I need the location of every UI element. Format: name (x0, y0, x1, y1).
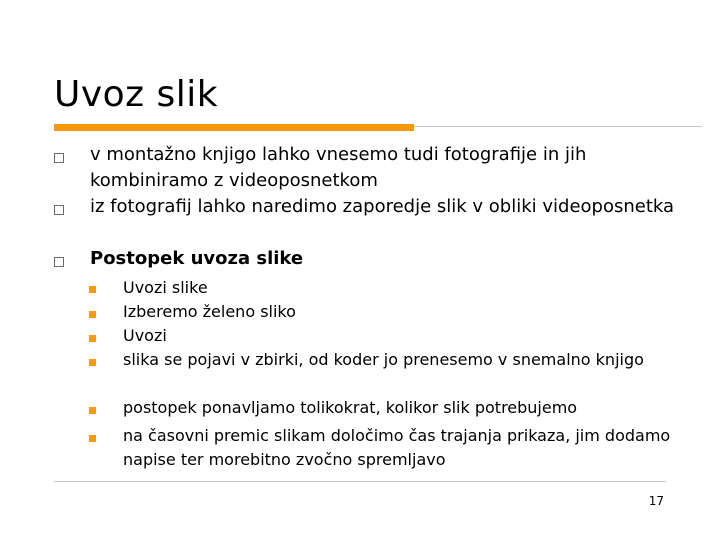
filled-square-icon (89, 311, 96, 318)
filled-square-icon (89, 286, 96, 293)
filled-square-icon (89, 435, 96, 442)
bullet-text: iz fotografij lahko naredimo zaporedje slik v obliki videoposnetka (90, 196, 675, 217)
footer-divider (54, 481, 666, 482)
hollow-square-icon (54, 205, 64, 215)
slide-title: Uvoz slik (54, 74, 219, 115)
bullet-text: v montažno knjigo lahko vnesemo tudi fotografije in jih kombiniramo z videoposnetkom (90, 144, 587, 191)
hollow-square-icon (54, 153, 64, 163)
bullet-heading: Postopek uvoza slike (90, 248, 304, 269)
filled-square-icon (89, 407, 96, 414)
sub-bullet-text: Uvozi slike (123, 278, 208, 297)
sub-bullet-text: Izberemo želeno sliko (123, 302, 296, 321)
page-number: 17 (648, 494, 664, 508)
filled-square-icon (89, 335, 96, 342)
hollow-square-icon (54, 257, 64, 267)
sub-bullet-text: na časovni premic slikam določimo čas trajanja prikaza, jim dodamo napise ter morebitno zvočno spremljavo (123, 426, 671, 469)
title-accent-bar (54, 124, 414, 131)
sub-bullet-text: slika se pojavi v zbirki, od koder jo prenesemo v snemalno knjigo (123, 350, 644, 369)
filled-square-icon (89, 359, 96, 366)
sub-bullet-text: Uvozi (123, 326, 167, 345)
sub-bullet-text: postopek ponavljamo tolikokrat, kolikor slik potrebujemo (123, 398, 578, 417)
